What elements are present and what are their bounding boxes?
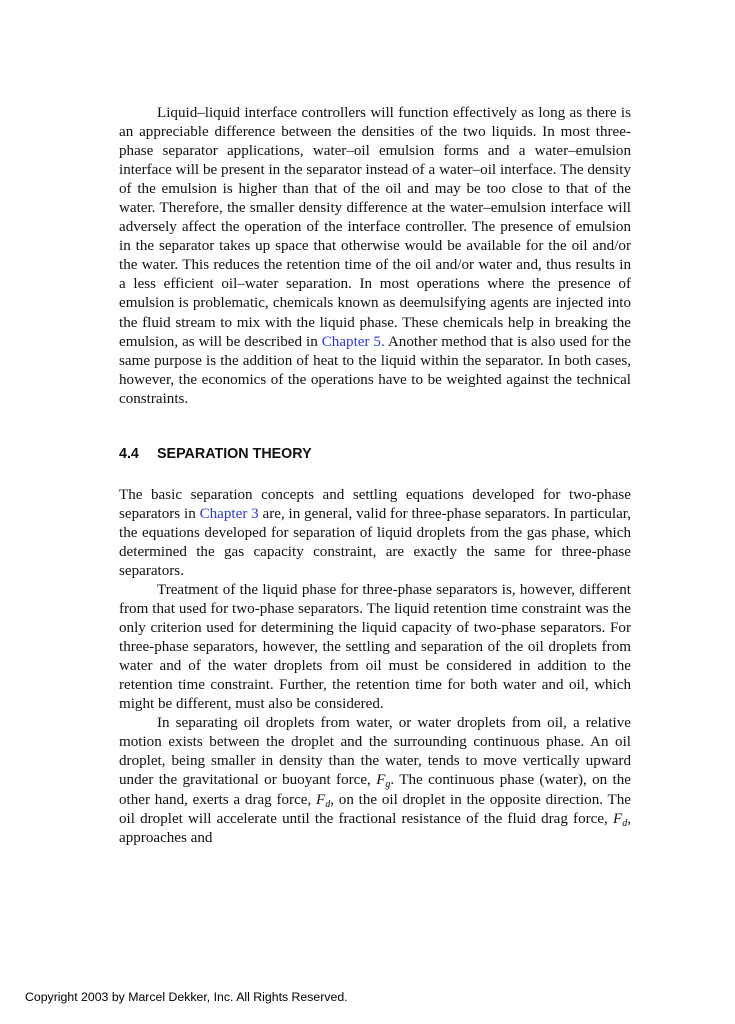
chapter-3-link[interactable]: Chapter 3 <box>199 505 259 522</box>
paragraph-text: , approaches and <box>119 810 631 846</box>
section-title: SEPARATION THEORY <box>157 445 312 462</box>
drag-force-symbol: F <box>612 810 623 827</box>
paragraph-text: Liquid–liquid interface controllers will function effectively as long as there is an appreciable difference between the densities of the two liquids. In most three-phase separator applications, water–oil emulsion forms and a water–emulsion interface will be present in the separator instead of a water–oil interface. The density of the emulsion is higher than that of the oil and may be too close to that of the water. Therefore, the smaller density difference at the water–emulsion interface will adversely affect the operation of the interface controller. The presence of emulsion in the separator takes up space that otherwise would be available for the oil and/or the water. This reduces the retention time of the oil and/or water and, thus results in a less efficient oil–water separation. In most operations where the presence of emulsion is problematic, chemicals known as deemulsifying agents are injected into the fluid stream to mix with the liquid phase. These chemicals help in breaking the emulsion, as will be described in <box>119 105 631 350</box>
paragraph-text: . The continuous phase (water), on the other hand, exerts a drag force, <box>119 772 631 808</box>
section-heading <box>119 445 631 464</box>
drag-force-subscript: d <box>325 798 331 810</box>
paragraph-text: Treatment of the liquid phase for three-phase separators is, however, different from that used for two-phase separators. The liquid retention time constraint was the only criterion used for determining the liquid capacity of two-phase separators. For three-phase separators, however, the settling and separation of the oil droplets from water and of the water droplets from oil must be considered in addition to the retention time constraint. Further, the retention time for both water and oil, which might be different, must also be considered. <box>119 581 631 713</box>
paragraph-text: are, in general, valid for three-phase separators. In particular, the equations developed for separation of liquid droplets from the gas phase, which determined the gas capacity constraint, are exactly the same for three-phase separators. <box>119 505 631 579</box>
section-number: 4.4 <box>119 445 139 462</box>
page-body <box>119 104 631 848</box>
drag-force-subscript: d <box>622 817 628 829</box>
paragraph-text: Another method that is also used for the same purpose is the addition of heat to the liquid within the separator. In both cases, however, the economics of the operations have to be weighted against the technical constraints. <box>119 333 631 407</box>
paragraph-droplet-motion <box>119 714 631 847</box>
paragraph-text: The basic separation concepts and settling equations developed for two-phase separators in <box>119 486 631 522</box>
buoyant-force-subscript: g <box>385 779 391 791</box>
chapter-5-link[interactable]: Chapter 5. <box>321 333 385 350</box>
drag-force-symbol: F <box>316 791 326 808</box>
buoyant-force-symbol: F <box>376 772 386 789</box>
paragraph-text: In separating oil droplets from water, or water droplets from oil, a relative motion exists between the droplet and the surrounding continuous phase. An oil droplet, being smaller in density than the water, tends to move vertically upward under the gravitational or buoyant force, <box>119 715 631 789</box>
paragraph-interface-controllers <box>119 104 631 409</box>
paragraph-liquid-phase <box>119 581 631 714</box>
paragraph-text: , on the oil droplet in the opposite direction. The oil droplet will accelerate until the fractional resistance of the fluid drag force, <box>119 791 631 827</box>
copyright-footer: Copyright 2003 by Marcel Dekker, Inc. All Rights Reserved. <box>25 990 348 1004</box>
paragraph-basic-concepts <box>119 486 631 581</box>
